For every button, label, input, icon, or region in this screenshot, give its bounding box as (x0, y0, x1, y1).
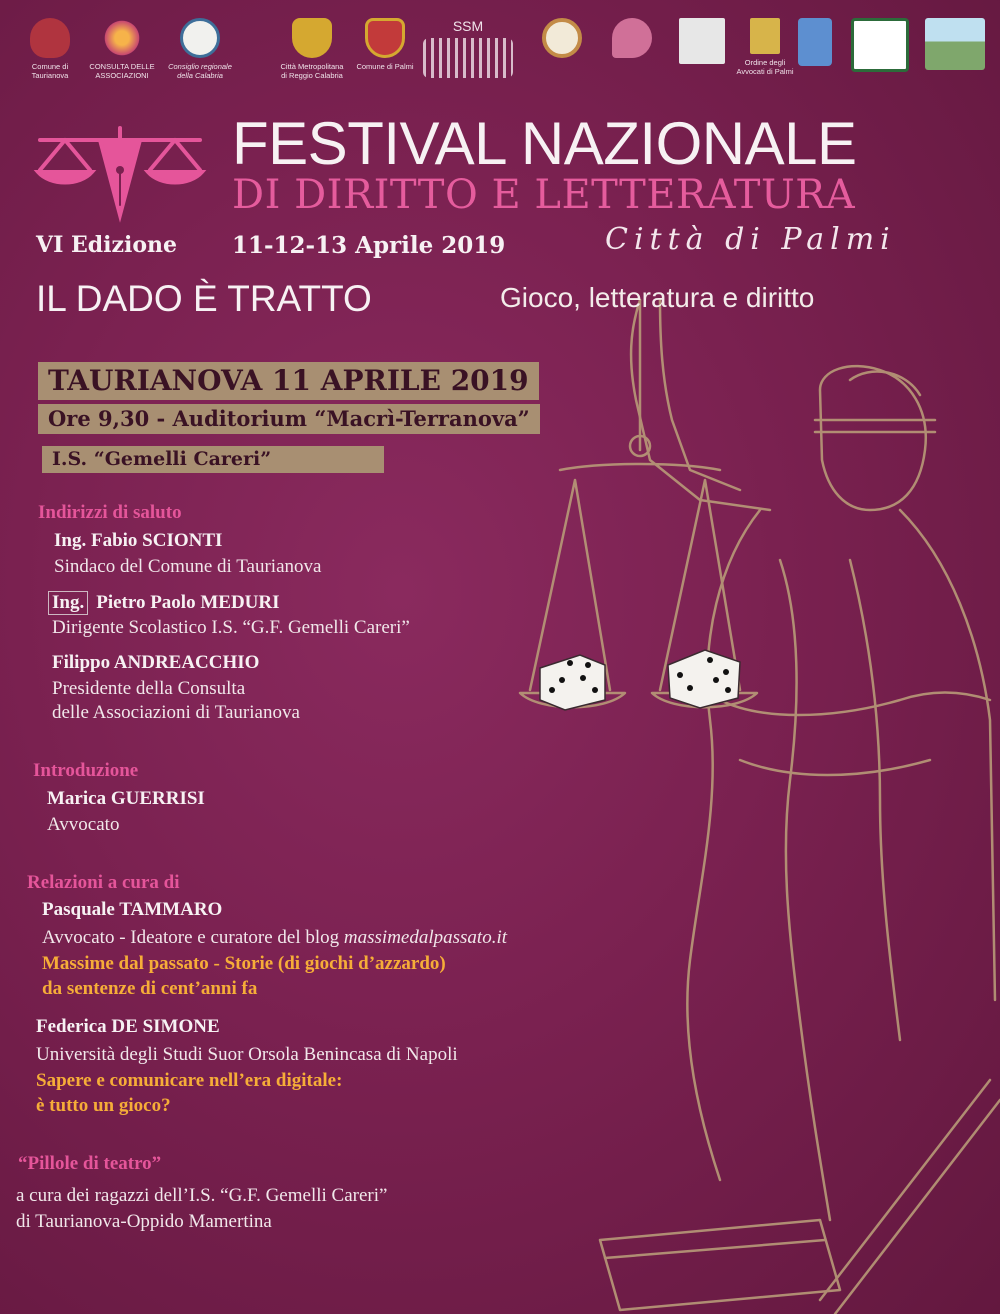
logo-slot-11 (790, 18, 840, 98)
festival-title: FESTIVAL NAZIONALE (232, 110, 857, 177)
speaker-name: Pasquale TAMMARO (42, 899, 223, 920)
speaker-role-line2: delle Associazioni di Taurianova (52, 702, 300, 723)
edition-label: VI Edizione (36, 232, 178, 258)
associazione-logo-icon (679, 18, 725, 64)
speaker-name: Filippo ANDREACCHIO (52, 652, 260, 673)
speaker-role: Università degli Studi Suor Orsola Benincasa di Napoli (36, 1044, 458, 1065)
speaker-role-text: Avvocato - Ideatore e curatore del blog (42, 927, 344, 948)
festival-subtitle: DI DIRITTO E LETTERATURA (232, 172, 856, 218)
logo-slot-7 (527, 18, 597, 98)
club-logo-icon (542, 18, 582, 58)
saluti-heading: Indirizzi di saluto (38, 502, 182, 523)
speaker-prefix: Ing. (48, 591, 88, 615)
logo-slot-9 (667, 18, 737, 98)
talk-title-line2: è tutto un gioco? (36, 1095, 171, 1116)
logo-slot-13 (920, 18, 990, 98)
logo-caption: Città Metropolitana di Reggio Calabria (280, 62, 344, 80)
circolo-logo-icon (612, 18, 652, 58)
event-school: I.S. “Gemelli Careri” (42, 446, 384, 473)
logo-slot-1 (15, 18, 85, 98)
citta-di-palmi-script: Città di Palmi (605, 222, 896, 257)
speaker-name: Ing. Fabio SCIONTI (54, 530, 223, 551)
speaker-name-row (48, 591, 280, 615)
ssm-logo-icon (423, 38, 513, 78)
teatro-line1: a cura dei ragazzi dell’I.S. “G.F. Gemelli Careri” (16, 1185, 388, 1206)
sponsor-logo-strip (15, 18, 990, 98)
circle-logo-icon (851, 18, 909, 72)
profile-logo-icon (798, 18, 832, 66)
logo-caption: Comune di Palmi (356, 62, 414, 71)
talk-title: Massime dal passato - Storie (di giochi d’azzardo) (42, 953, 446, 974)
citta-metropolitana-logo-icon (292, 18, 332, 58)
logo-slot-2 (87, 18, 157, 98)
speaker-name: Federica DE SIMONE (36, 1016, 220, 1037)
logo-slot-12 (845, 18, 915, 98)
blog-link[interactable]: massimedalpassato.it (343, 927, 508, 948)
relazioni-heading: Relazioni a cura di (27, 872, 180, 893)
comune-taurianova-logo-icon (30, 18, 70, 58)
logo-caption: Ordine degli Avvocati di Palmi (736, 58, 794, 76)
dice-left-icon (540, 655, 605, 710)
teatro-heading: “Pillole di teatro” (18, 1153, 162, 1174)
festival-dates: 11-12-13 Aprile 2019 (232, 232, 506, 259)
logo-caption: Consiglio regionale della Calabria (168, 62, 232, 80)
logo-slot-5 (350, 18, 420, 98)
dice-right-icon (668, 650, 740, 708)
speaker-name: Pietro Paolo MEDURI (96, 592, 280, 613)
logo-slot-6 (420, 18, 516, 98)
logo-slot-8 (597, 18, 667, 98)
introduzione-heading: Introduzione (33, 760, 139, 781)
consiglio-regionale-logo-icon (180, 18, 220, 58)
logo-caption: CONSULTA DELLE ASSOCIAZIONI (89, 62, 155, 80)
speaker-name: Marica GUERRISI (47, 788, 205, 809)
event-time-venue: Ore 9,30 - Auditorium “Macrì-Terranova” (38, 404, 540, 434)
consulta-associazioni-logo-icon (102, 18, 142, 58)
teatro-line2: di Taurianova-Oppido Mamertina (16, 1211, 272, 1232)
speaker-role: Presidente della Consulta (52, 678, 246, 699)
ordine-avvocati-logo-icon (750, 18, 780, 54)
logo-caption: SSM (452, 18, 484, 34)
speaker-role: Avvocato (47, 814, 120, 835)
logo-caption: Comune di Taurianova (31, 62, 69, 80)
landscape-logo-icon (925, 18, 985, 70)
theme-title: IL DADO È TRATTO (36, 278, 372, 319)
speaker-role (42, 926, 507, 949)
talk-title-line2: da sentenze di cent’anni fa (42, 978, 258, 999)
scales-pen-logo-icon (38, 128, 202, 215)
theme-subtitle: Gioco, letteratura e diritto (500, 282, 815, 313)
speaker-role: Dirigente Scolastico I.S. “G.F. Gemelli Careri” (52, 617, 410, 638)
comune-palmi-logo-icon (365, 18, 405, 58)
logo-slot-4 (277, 18, 347, 98)
speaker-role: Sindaco del Comune di Taurianova (54, 556, 322, 577)
talk-title: Sapere e comunicare nell’era digitale: (36, 1070, 343, 1091)
event-location-date: TAURIANOVA 11 APRILE 2019 (38, 362, 539, 400)
logo-slot-3 (165, 18, 235, 98)
